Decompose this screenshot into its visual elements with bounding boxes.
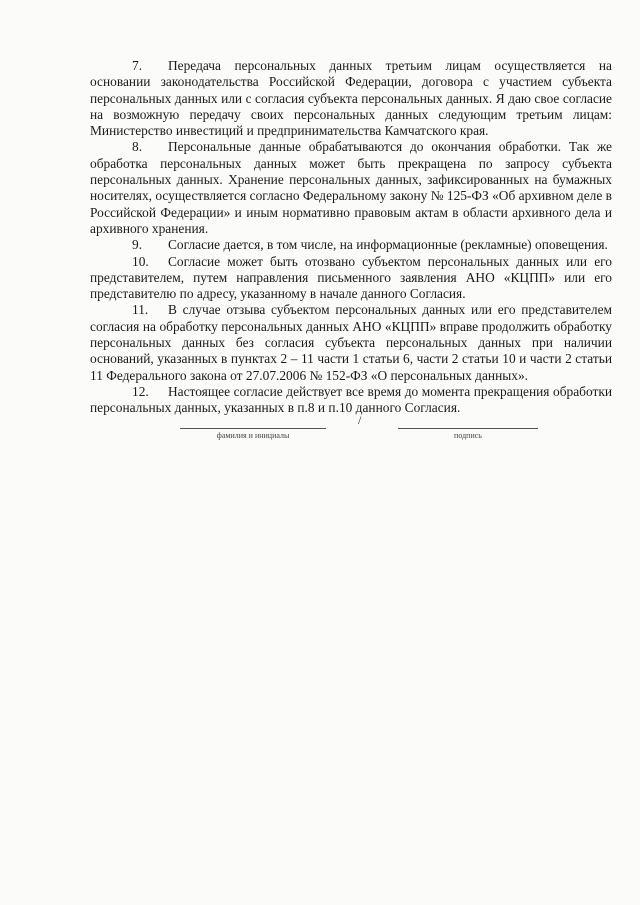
clause-text: Согласие дается, в том числе, на информационные (рекламные) оповещения.: [168, 237, 608, 253]
consent-text: [90, 58, 612, 417]
clause-9: [90, 237, 612, 253]
clause-text: Согласие может быть отозвано субъектом персональных данных или его представителем, путем направления письменного заявления АНО «КЦПП» или его представителю по адресу, указанному в начале данного Согласия.: [90, 253, 612, 302]
clause-number: 8.: [132, 139, 143, 155]
clause-number: 7.: [132, 58, 143, 73]
clause-text: Персональные данные обрабатываются до окончания обработки. Так же обработка персональных данных может быть прекращена по запросу субъекта персональных данных. Хранение персональных данных, зафиксированных на бумажных носителях, осуществляется согласно Федеральному закону № 125-ФЗ «Об архивном деле в Российской Федерации» и иным нормативно правовым актам в области архивного дела и архивного хранения.: [90, 139, 612, 236]
clause-text: Передача персональных данных третьим лицам осуществляется на основании законодательства Российской Федерации, договора с участием субъекта персональных данных или с согласия субъекта персональных данных. Я даю свое согласие на возможную передачу своих персональных данных следующим третьим лицам: Министерство инвестиций и предпринимательства Камчатского края.: [90, 58, 612, 139]
clause-number: 11.: [132, 302, 149, 318]
clause-8: [90, 139, 612, 237]
clause-number: 10.: [132, 253, 149, 269]
name-caption: фамилия и инициалы: [216, 431, 290, 440]
signature-block: [0, 410, 640, 450]
clause-number: 12.: [132, 383, 149, 399]
clause-text: Настоящее согласие действует все время до момента прекращения обработки персональных данных, указанных в п.8 и п.10 данного Согласия.: [90, 383, 612, 416]
signature-line[interactable]: [398, 428, 538, 429]
clause-text: В случае отзыва субъектом персональных данных или его представителем согласия на обработку персональных данных АНО «КЦПП» вправе продолжить обработку персональных данных без согласия субъекта персональных данных при наличии оснований, указанных в пунктах 2 – 11 части 1 статьи 6, части 2 статьи 10 и части 2 статьи 11 Федерального закона от 27.07.2006 № 152-ФЗ «О персональных данных».: [90, 302, 612, 383]
signature-separator: /: [358, 413, 362, 427]
clause-11: [90, 302, 612, 383]
clause-number: 9.: [132, 237, 143, 253]
clause-10: [90, 254, 612, 303]
name-signature-line[interactable]: [180, 428, 326, 429]
clause-7: [90, 58, 612, 139]
signature-caption: подпись: [454, 431, 482, 440]
